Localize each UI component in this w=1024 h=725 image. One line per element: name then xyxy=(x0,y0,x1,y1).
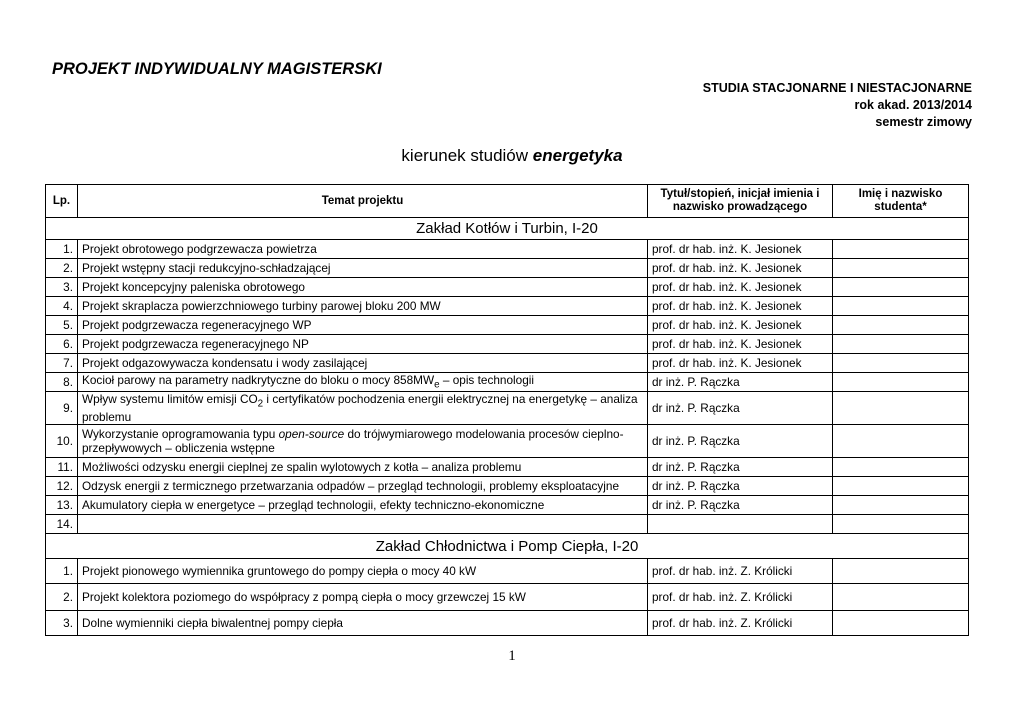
table-header-row xyxy=(46,185,969,218)
row-student xyxy=(833,611,969,636)
row-lp: 3. xyxy=(46,278,78,297)
row-supervisor: dr inż. P. Rączka xyxy=(648,392,833,425)
topic-subscript: 2 xyxy=(257,398,264,410)
table-row xyxy=(46,297,969,316)
table-row xyxy=(46,278,969,297)
row-supervisor: dr inż. P. Rączka xyxy=(648,425,833,458)
row-lp: 8. xyxy=(46,373,78,392)
row-lp: 14. xyxy=(46,515,78,534)
row-supervisor: dr inż. P. Rączka xyxy=(648,458,833,477)
row-topic: Projekt kolektora poziomego do współpracy z pompą ciepła o mocy grzewczej 15 kW xyxy=(78,584,648,611)
table-row xyxy=(46,584,969,611)
row-lp: 10. xyxy=(46,425,78,458)
row-lp: 7. xyxy=(46,354,78,373)
row-student xyxy=(833,373,969,392)
row-student xyxy=(833,584,969,611)
row-student xyxy=(833,425,969,458)
row-lp: 11. xyxy=(46,458,78,477)
row-student xyxy=(833,392,969,425)
section-row xyxy=(46,534,969,559)
header-lp: Lp. xyxy=(46,185,78,218)
row-supervisor xyxy=(648,515,833,534)
row-lp: 1. xyxy=(46,240,78,259)
header-topic: Temat projektu xyxy=(78,185,648,218)
table-row xyxy=(46,316,969,335)
row-supervisor: prof. dr hab. inż. K. Jesionek xyxy=(648,240,833,259)
row-lp: 5. xyxy=(46,316,78,335)
row-lp: 9. xyxy=(46,392,78,425)
row-topic: Odzysk energii z termicznego przetwarzania odpadów – przegląd technologii, problemy eksploatacyjne xyxy=(78,477,648,496)
section-row xyxy=(46,218,969,240)
field-prefix: kierunek studiów xyxy=(401,146,529,165)
row-topic: Projekt wstępny stacji redukcyjno-schładzającej xyxy=(78,259,648,278)
study-mode: STUDIA STACJONARNE I NIESTACJONARNE xyxy=(702,81,972,95)
row-supervisor: prof. dr hab. inż. K. Jesionek xyxy=(648,278,833,297)
table-row xyxy=(46,559,969,584)
row-student xyxy=(833,278,969,297)
table-row xyxy=(46,373,969,392)
semester: semestr zimowy xyxy=(875,115,972,129)
page-number: 1 xyxy=(508,648,516,664)
row-student xyxy=(833,354,969,373)
row-supervisor: prof. dr hab. inż. K. Jesionek xyxy=(648,316,833,335)
row-topic xyxy=(78,425,648,458)
row-student xyxy=(833,559,969,584)
table-row xyxy=(46,477,969,496)
row-lp: 6. xyxy=(46,335,78,354)
header-student: Imię i nazwisko studenta* xyxy=(833,185,969,218)
topic-text: do trójwymiarowego modelowania procesów cieplno-przepływowych – obliczenia wstępne xyxy=(82,427,624,455)
row-student xyxy=(833,515,969,534)
table-row xyxy=(46,458,969,477)
row-student xyxy=(833,259,969,278)
row-supervisor: prof. dr hab. inż. K. Jesionek xyxy=(648,297,833,316)
row-supervisor: prof. dr hab. inż. K. Jesionek xyxy=(648,335,833,354)
row-lp: 2. xyxy=(46,259,78,278)
row-topic: Dolne wymienniki ciepła biwalentnej pompy ciepła xyxy=(78,611,648,636)
topic-subscript: e xyxy=(434,379,440,391)
row-topic xyxy=(78,515,648,534)
row-supervisor: prof. dr hab. inż. K. Jesionek xyxy=(648,354,833,373)
row-student xyxy=(833,316,969,335)
field-of-study xyxy=(0,146,1024,166)
topic-emphasis: open-source xyxy=(278,427,345,441)
study-info xyxy=(703,80,972,131)
row-student xyxy=(833,297,969,316)
topic-text: Kocioł parowy na parametry nadkrytyczne do bloku o mocy 858MW xyxy=(82,373,435,388)
row-supervisor: dr inż. P. Rączka xyxy=(648,477,833,496)
table-row xyxy=(46,259,969,278)
row-student xyxy=(833,240,969,259)
row-topic: Projekt obrotowego podgrzewacza powietrza xyxy=(78,240,648,259)
row-supervisor: prof. dr hab. inż. Z. Królicki xyxy=(648,611,833,636)
table-row xyxy=(46,335,969,354)
row-supervisor: prof. dr hab. inż. K. Jesionek xyxy=(648,259,833,278)
table-row xyxy=(46,425,969,458)
table-row xyxy=(46,496,969,515)
row-topic: Projekt pionowego wymiennika gruntowego do pompy ciepła o mocy 40 kW xyxy=(78,559,648,584)
header-supervisor: Tytuł/stopień, inicjał imienia i nazwisko prowadzącego xyxy=(648,185,833,218)
row-lp: 4. xyxy=(46,297,78,316)
row-supervisor: prof. dr hab. inż. Z. Królicki xyxy=(648,559,833,584)
row-topic: Możliwości odzysku energii cieplnej ze spalin wylotowych z kotła – analiza problemu xyxy=(78,458,648,477)
topic-text: – opis technologii xyxy=(439,373,535,388)
topic-text: Wykorzystanie oprogramowania typu xyxy=(82,427,279,441)
row-topic: Projekt odgazowywacza kondensatu i wody zasilającej xyxy=(78,354,648,373)
topic-text: i certyfikatów pochodzenia energii elektrycznej na energetykę – analiza problemu xyxy=(82,392,638,424)
row-student xyxy=(833,458,969,477)
row-supervisor: dr inż. P. Rączka xyxy=(648,496,833,515)
row-topic: Projekt podgrzewacza regeneracyjnego WP xyxy=(78,316,648,335)
field-name: energetyka xyxy=(532,146,623,165)
row-topic: Akumulatory ciepła w energetyce – przegląd technologii, efekty techniczno-ekonomiczne xyxy=(78,496,648,515)
row-lp: 13. xyxy=(46,496,78,515)
row-lp: 2. xyxy=(46,584,78,611)
table-row xyxy=(46,611,969,636)
row-lp: 3. xyxy=(46,611,78,636)
row-topic: Projekt podgrzewacza regeneracyjnego NP xyxy=(78,335,648,354)
row-topic: Projekt skraplacza powierzchniowego turbiny parowej bloku 200 MW xyxy=(78,297,648,316)
table-row xyxy=(46,240,969,259)
row-lp: 1. xyxy=(46,559,78,584)
document-title: PROJEKT INDYWIDUALNY MAGISTERSKI xyxy=(52,60,382,78)
row-student xyxy=(833,496,969,515)
projects-table xyxy=(45,184,969,636)
row-supervisor: prof. dr hab. inż. Z. Królicki xyxy=(648,584,833,611)
row-topic: Projekt koncepcyjny paleniska obrotowego xyxy=(78,278,648,297)
topic-text: Wpływ systemu limitów emisji CO xyxy=(82,392,258,407)
table-row xyxy=(46,354,969,373)
section-title: Zakład Chłodnictwa i Pomp Ciepła, I-20 xyxy=(46,534,969,559)
row-topic xyxy=(78,392,648,425)
row-topic xyxy=(78,373,648,392)
table-row xyxy=(46,392,969,425)
academic-year: rok akad. 2013/2014 xyxy=(854,98,972,112)
section-title: Zakład Kotłów i Turbin, I-20 xyxy=(46,218,969,240)
row-supervisor: dr inż. P. Rączka xyxy=(648,373,833,392)
table-row xyxy=(46,515,969,534)
row-student xyxy=(833,477,969,496)
row-lp: 12. xyxy=(46,477,78,496)
row-student xyxy=(833,335,969,354)
